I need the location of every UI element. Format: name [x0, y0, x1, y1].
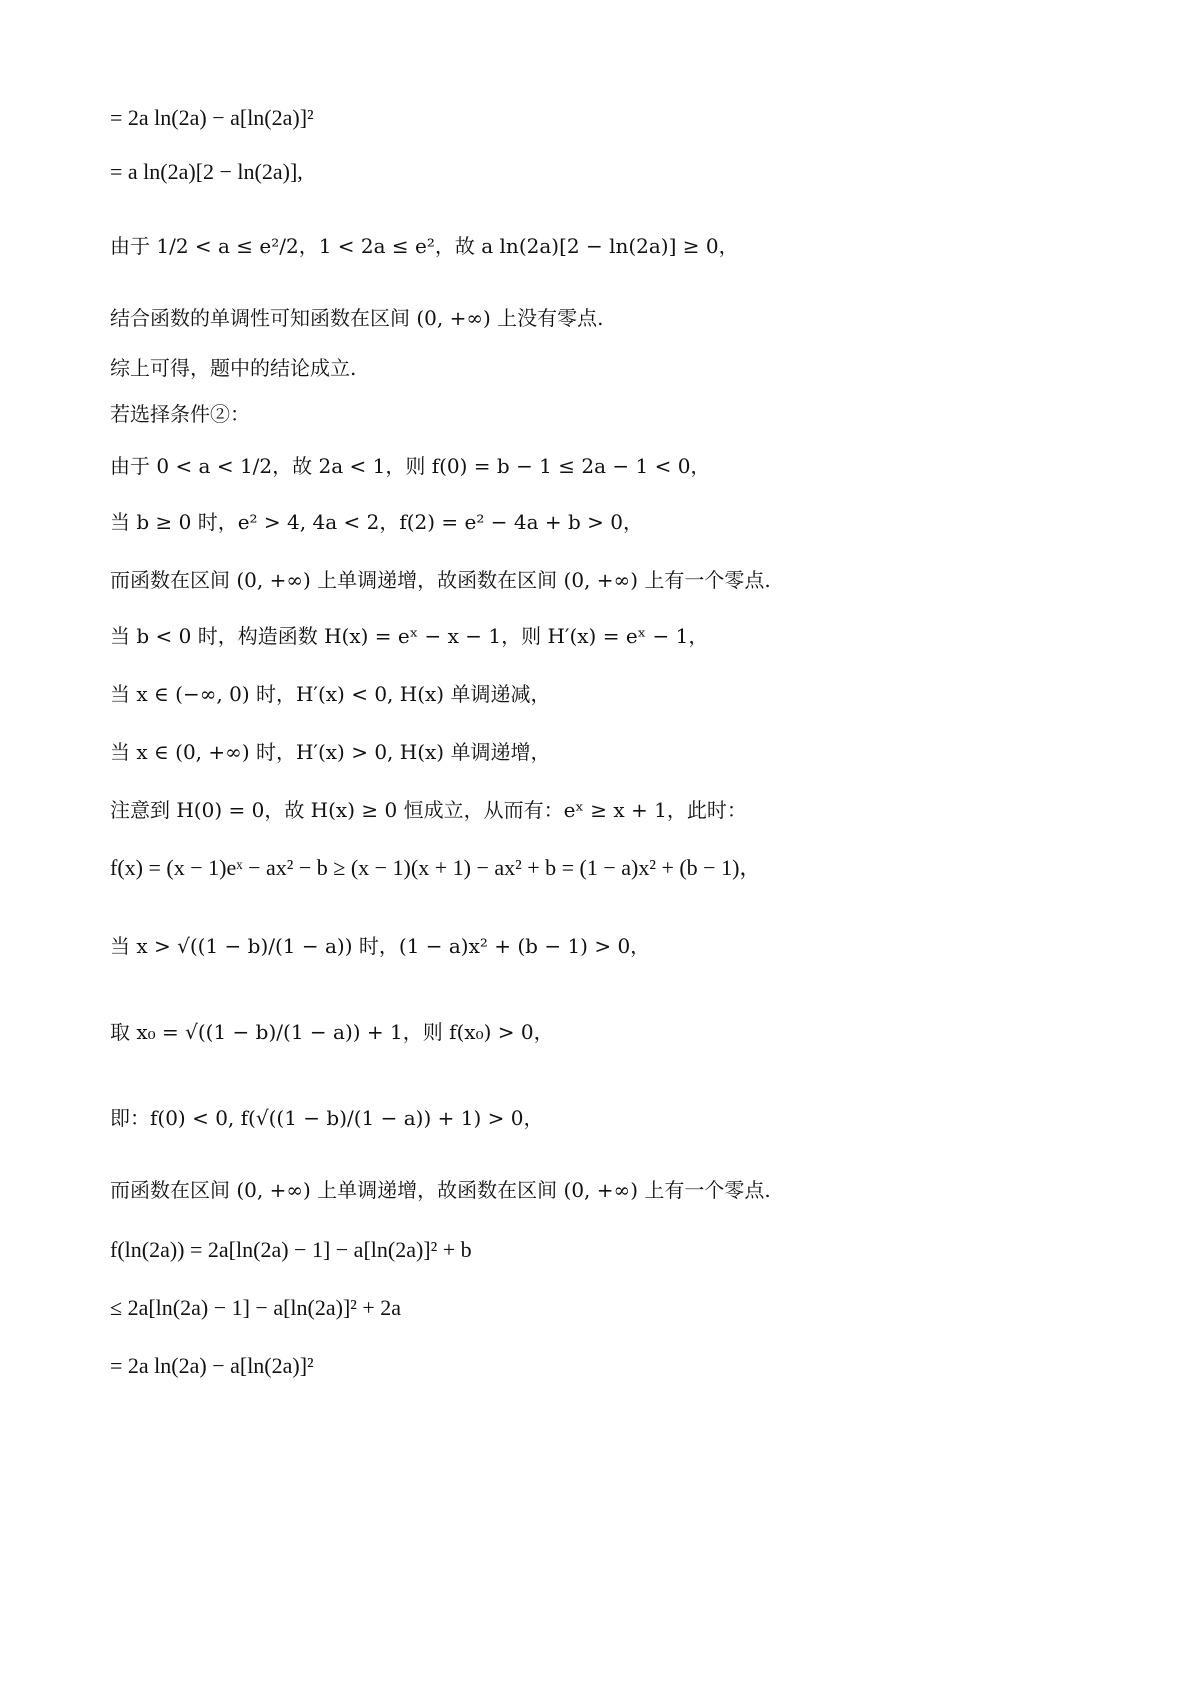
- text-line-f0-negative: 由于 0 < a < 1/2，故 2a < 1，则 f(0) = b − 1 ≤ 2a − 1 < 0，: [110, 454, 711, 478]
- text-line-condition-2: 若选择条件②：: [110, 402, 250, 426]
- equation-line-f-ln2a: f(ln(2a)) = 2a[ln(2a) − 1] − a[ln(2a)]² + b: [110, 1237, 472, 1262]
- equation-line-fx-bound: f(x) = (x − 1)eˣ − ax² − b ≥ (x − 1)(x + 1) − ax² + b = (1 − a)x² + (b − 1)，: [110, 855, 762, 880]
- text-line-sign-change: 即：f(0) < 0, f(√((1 − b)/(1 − a)) + 1) > 0，: [110, 1106, 544, 1130]
- equation-line-final: = 2a ln(2a) − a[ln(2a)]²: [110, 1353, 314, 1378]
- text-line-construct-h: 当 b < 0 时，构造函数 H(x) = eˣ − x − 1，则 H′(x) = eˣ − 1，: [110, 624, 709, 648]
- text-line-h-nonnegative: 注意到 H(0) = 0，故 H(x) ≥ 0 恒成立，从而有：eˣ ≥ x + 1，此时：: [110, 798, 747, 822]
- text-line-conclusion: 综上可得，题中的结论成立.: [110, 356, 357, 380]
- text-line-h-increasing: 当 x ∈ (0, +∞) 时，H′(x) > 0, H(x) 单调递增，: [110, 740, 551, 764]
- text-line-condition-range: 由于 1/2 < a ≤ e²/2，1 < 2a ≤ e²，故 a ln(2a)[2 − ln(2a)] ≥ 0，: [110, 234, 739, 258]
- text-line-h-decreasing: 当 x ∈ (−∞, 0) 时，H′(x) < 0, H(x) 单调递减，: [110, 682, 551, 706]
- text-line-take-x0: 取 x₀ = √((1 − b)/(1 − a)) + 1，则 f(x₀) > 0，: [110, 1020, 554, 1044]
- equation-line-1: = 2a ln(2a) − a[ln(2a)]²: [110, 105, 314, 130]
- equation-line-le: ≤ 2a[ln(2a) − 1] − a[ln(2a)]² + 2a: [110, 1295, 402, 1320]
- text-line-no-zero: 结合函数的单调性可知函数在区间 (0, +∞) 上没有零点.: [110, 306, 604, 330]
- text-line-b-nonnegative: 当 b ≥ 0 时，e² > 4, 4a < 2，f(2) = e² − 4a + b > 0，: [110, 510, 643, 534]
- text-line-one-zero-a: 而函数在区间 (0, +∞) 上单调递增，故函数在区间 (0, +∞) 上有一个零点.: [110, 568, 771, 592]
- text-line-one-zero-b: 而函数在区间 (0, +∞) 上单调递增，故函数在区间 (0, +∞) 上有一个零点.: [110, 1178, 771, 1202]
- equation-line-2: = a ln(2a)[2 − ln(2a)],: [110, 159, 303, 184]
- text-line-x-threshold: 当 x > √((1 − b)/(1 − a)) 时，(1 − a)x² + (b − 1) > 0，: [110, 934, 651, 958]
